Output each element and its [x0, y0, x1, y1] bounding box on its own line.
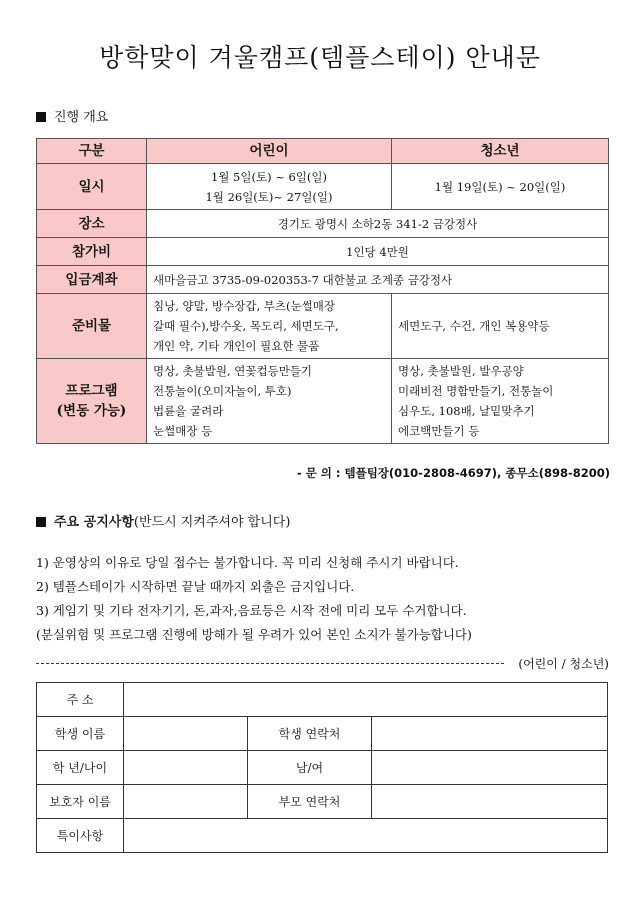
program-youth-line: 에코백만들기 등: [398, 424, 480, 438]
program-child-line: 눈썰매장 등: [153, 424, 213, 438]
cut-line: [36, 655, 609, 672]
parent-phone-label: 부모 연락처: [248, 785, 372, 819]
notice-item: 3) 게임기 및 기타 전자기기, 돈,과자,음료등은 시작 전에 미리 모두 수거합니다.: [36, 603, 467, 618]
remarks-label: 특이사항: [37, 819, 124, 853]
supplies-child-line: 개인 약, 기타 개인이 필요한 물품: [153, 339, 320, 353]
fee-row: [37, 238, 609, 266]
place-label: 장소: [37, 210, 147, 238]
bullet-square-icon: [36, 112, 46, 122]
supplies-youth: 세면도구, 수건, 개인 복용약등: [392, 294, 609, 359]
fee-label: 참가비: [37, 238, 147, 266]
supplies-label: 준비물: [37, 294, 147, 359]
form-row-address: [37, 683, 608, 717]
remarks-field[interactable]: [124, 819, 608, 853]
student-name-field[interactable]: [124, 717, 248, 751]
program-child: [147, 359, 392, 444]
program-youth-line: 심우도, 108배, 날밑맞추기: [398, 404, 535, 418]
notice-item: (분실위험 및 프로그램 진행에 방해가 될 우려가 있어 본인 소지가 불가능합니다): [36, 627, 472, 642]
student-phone-field[interactable]: [372, 717, 608, 751]
program-child-line: 전통놀이(오미자놀이, 투호): [153, 384, 292, 398]
header-child: 어린이: [147, 139, 392, 164]
supplies-child-line: 침낭, 양말, 방수장갑, 부츠(눈썰매장: [153, 299, 335, 313]
notice-item: 1) 운영상의 이유로 당일 접수는 불가합니다. 꼭 미리 신청해 주시기 바랍니다.: [36, 555, 459, 570]
header-youth: 청소년: [392, 139, 609, 164]
overview-table: [36, 138, 609, 444]
cut-label: (어린이 / 청소년): [518, 657, 609, 671]
student-phone-label: 학생 연락처: [248, 717, 372, 751]
account-label: 입금계좌: [37, 266, 147, 294]
contact-info: - 문 의 : 템플팀장(010-2808-4697), 종무소(898-8200): [296, 466, 610, 480]
parent-phone-field[interactable]: [372, 785, 608, 819]
program-label: [37, 359, 147, 444]
program-child-line: 명상, 촛불발원, 연꽃컵등만들기: [153, 364, 313, 378]
section-notice-heading: [36, 511, 290, 530]
notice-heading-rest: (반드시 지켜주셔야 합니다): [133, 515, 291, 530]
notice-item: 2) 템플스테이가 시작하면 끝날 때까지 외출은 금지입니다.: [36, 579, 355, 594]
guardian-name-field[interactable]: [124, 785, 248, 819]
program-row: [37, 359, 609, 444]
table-header-row: [37, 139, 609, 164]
gender-label: 남/여: [248, 751, 372, 785]
place-row: [37, 210, 609, 238]
form-row-guardian: [37, 785, 608, 819]
schedule-child-line: 1월 26일(토)~ 27일(일): [205, 189, 333, 204]
account-row: [37, 266, 609, 294]
program-youth-line: 명상, 촛불발원, 발우공양: [398, 364, 524, 378]
dashed-divider: [36, 663, 504, 664]
program-label-line: (변동 가능): [56, 403, 127, 419]
supplies-child: [147, 294, 392, 359]
supplies-row: [37, 294, 609, 359]
form-row-remarks: [37, 819, 608, 853]
fee-value: 1인당 4만원: [147, 238, 609, 266]
bullet-square-icon: [36, 517, 46, 527]
schedule-child: [147, 164, 392, 210]
header-category: 구분: [37, 139, 147, 164]
address-field[interactable]: [124, 683, 608, 717]
schedule-child-line: 1월 5일(토) ~ 6일(일): [210, 169, 328, 184]
page-title: 방학맞이 겨울캠프(템플스테이) 안내문: [99, 43, 541, 72]
notice-list: [36, 551, 472, 647]
form-row-student: [37, 717, 608, 751]
schedule-youth: 1월 19일(토) ~ 20일(일): [392, 164, 609, 210]
application-form: [36, 682, 608, 853]
address-label: 주 소: [37, 683, 124, 717]
grade-age-label: 학 년/나이: [37, 751, 124, 785]
place-value: 경기도 광명시 소하2동 341-2 금강정사: [147, 210, 609, 238]
section-overview-label: 진행 개요: [54, 110, 109, 125]
notice-heading-bold: 주요 공지사항: [54, 515, 134, 530]
program-youth: [392, 359, 609, 444]
program-label-line: 프로그램: [65, 383, 118, 399]
schedule-row: [37, 164, 609, 210]
account-value: 새마을금고 3735-09-020353-7 대한불교 조계종 금강정사: [147, 266, 609, 294]
grade-age-field[interactable]: [124, 751, 248, 785]
supplies-child-line: 갈때 필수),방수옷, 목도리, 세면도구,: [153, 319, 339, 333]
gender-field[interactable]: [372, 751, 608, 785]
section-overview-heading: [36, 106, 108, 125]
guardian-name-label: 보호자 이름: [37, 785, 124, 819]
program-youth-line: 미래비전 명함만들기, 전통놀이: [398, 384, 554, 398]
form-row-grade: [37, 751, 608, 785]
student-name-label: 학생 이름: [37, 717, 124, 751]
program-child-line: 법륜을 굴려라: [153, 404, 224, 418]
schedule-label: 일시: [37, 164, 147, 210]
